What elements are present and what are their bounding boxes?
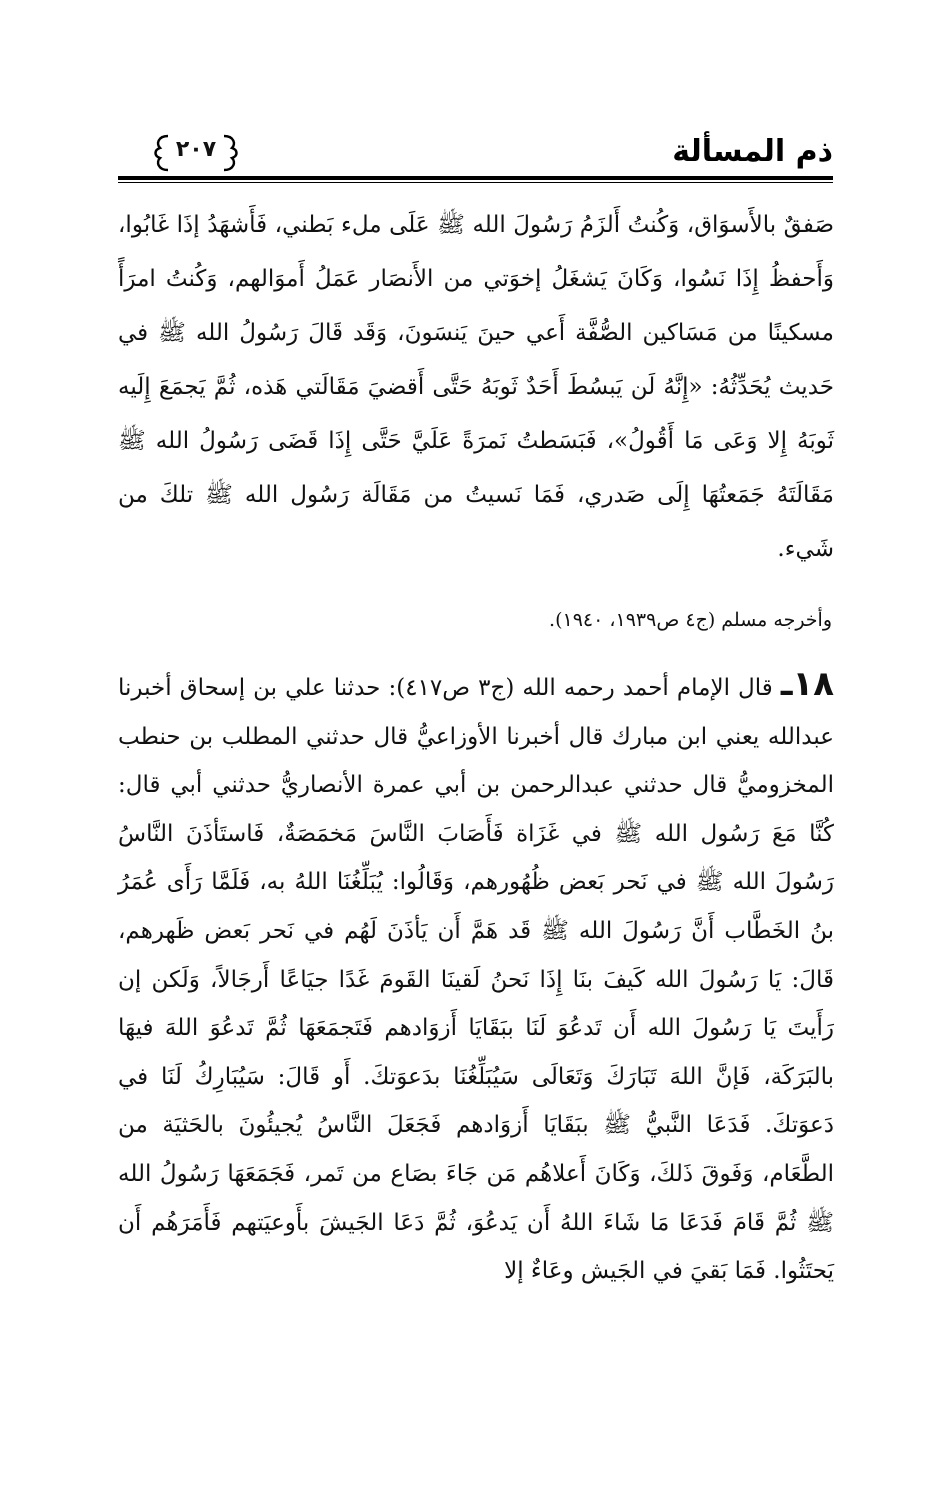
page-number-badge xyxy=(152,132,240,174)
header-rule xyxy=(118,176,833,180)
page-number: ٢٠٧ xyxy=(175,137,217,162)
hadith-18-paragraph xyxy=(118,660,834,1296)
running-title: ذم المسألة xyxy=(672,134,833,169)
hadith-number: ١٨ـ xyxy=(780,664,834,704)
page-header xyxy=(118,128,833,184)
hadith-text: قال الإمام أحمد رحمه الله (ج٣ ص٤١٧): حدثنا علي بن إسحاق أخبرنا عبدالله يعني ابن مبارك قال أخبرنا الأوزاعيُّ قال حدثني المطلب بن حنطب المخزوميُّ قال حدثني عبدالرحمن بن أبي عمرة الأنصاريُّ حدثني أبي قال: كُنَّا مَعَ رَسُول الله ﷺ في غَزَاة فَأَصَابَ النَّاسَ مَخمَصَةٌ، فَاستَأذَنَ النَّاسُ رَسُولَ الله ﷺ في نَحر بَعض ظُهُورهم، وَقَالُوا: يُبَلِّغُنَا اللهُ به، فَلَمَّا رَأَى عُمَرُ بنُ الخَطَّاب أَنَّ رَسُولَ الله ﷺ قَد هَمَّ أَن يَأذَنَ لَهُم في نَحر بَعض ظَهرهم، قَالَ: يَا رَسُولَ الله كَيفَ بنَا إِذَا نَحنُ لَقينَا القَومَ غَدًا جيَاعًا أَرجَالاً، وَلَكن إن رَأَيتَ يَا رَسُولَ الله أَن تَدعُوَ لَنَا ببَقَايَا أَزوَادهم فَتَجمَعَهَا ثُمَّ تَدعُوَ اللهَ فيهَا بالبَرَكَة، فَإنَّ اللهَ تَبَارَكَ وَتَعَالَى سَيُبَلِّغُنَا بدَعوَتكَ. أَو قَالَ: سَيُبَارِكُ لَنَا في دَعوَتكَ. فَدَعَا النَّبيُّ ﷺ ببَقَايَا أَزوَادهم فَجَعَلَ النَّاسُ يُجيئُونَ بالحَثيَة من الطَّعَام، وَفَوقَ ذَلكَ، وَكَانَ أَعلاهُم مَن جَاءَ بصَاع من تَمر، فَجَمَعَهَا رَسُولُ الله ﷺ ثُمَّ قَامَ فَدَعَا مَا شَاءَ اللهُ أَن يَدعُوَ، ثُمَّ دَعَا الجَيشَ بأَوعيَتهم فَأَمَرَهُم أَن يَحتَثُوا. فَمَا بَقيَ في الجَيش وعَاءٌ إلا xyxy=(118,675,834,1285)
source-reference: وأخرجه مسلم (ج٤ ص١٩٣٩، ١٩٤٠). xyxy=(549,609,832,631)
header-rule-thin xyxy=(118,182,833,183)
paragraph-continuation: صَفقٌ بالأَسوَاق، وَكُنتُ أَلزَمُ رَسُولَ الله ﷺ عَلَى ملء بَطني، فَأَشهَدُ إذَا غَابُوا، وَأَحفظُ إِذَا نَسُوا، وَكَانَ يَشغَلُ إخوَتي من الأَنصَار عَمَلُ أَموَالهم، وَكُنتُ امرَأً مسكينًا من مَسَاكين الصُّفَّة أَعي حينَ يَنسَونَ، وَقَد قَالَ رَسُولُ الله ﷺ في حَديث يُحَدِّثُهُ: «إِنَّهُ لَن يَبسُطَ أَحَدٌ ثَوبَهُ حَتَّى أَقضيَ مَقَالَتي هَذه، ثُمَّ يَجمَعَ إِلَيه ثَوبَهُ إِلا وَعَى مَا أَقُولُ»، فَبَسَطتُ نَمرَةً عَلَيَّ حَتَّى إِذَا قَضَى رَسُولُ الله ﷺ مَقَالَتَهُ جَمَعتُهَا إِلَى صَدري، فَمَا نَسيتُ من مَقَالَة رَسُول الله ﷺ تلكَ من شَيء. xyxy=(118,212,834,562)
